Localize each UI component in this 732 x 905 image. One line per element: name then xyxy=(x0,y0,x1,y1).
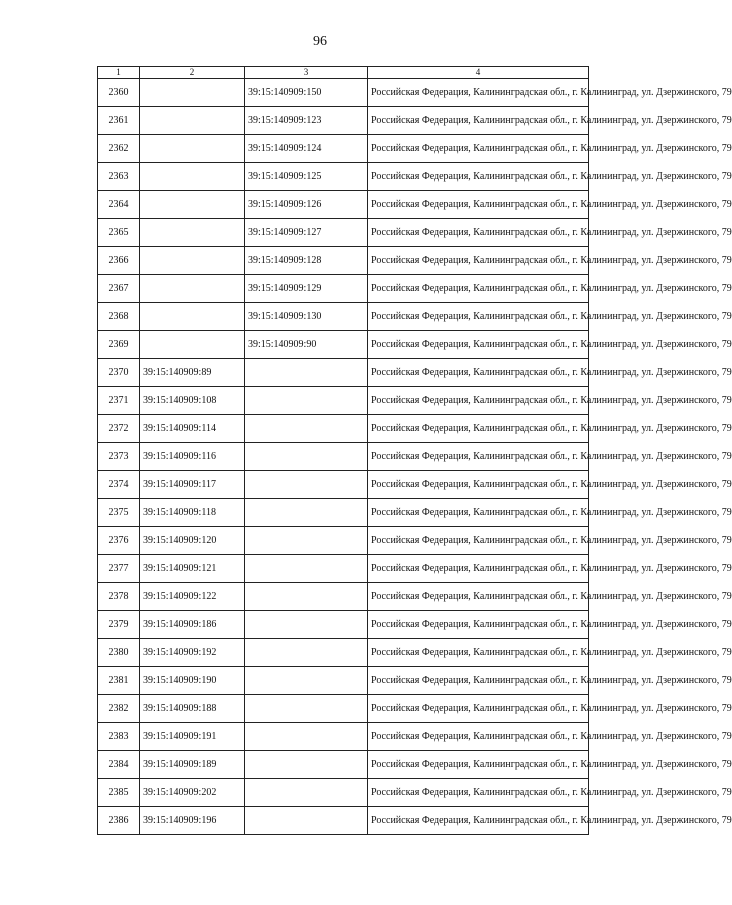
cadastral-number-alt-cell: 39:15:140909:129 xyxy=(245,275,368,303)
registry-table xyxy=(97,66,732,835)
cadastral-number-cell: 39:15:140909:89 xyxy=(140,359,245,387)
cadastral-number-alt-cell xyxy=(245,471,368,499)
row-number-cell: 2360 xyxy=(98,79,140,107)
table-row xyxy=(98,639,589,667)
row-number-cell: 2363 xyxy=(98,163,140,191)
table-row xyxy=(98,555,589,583)
page-number: 96 xyxy=(313,34,327,49)
row-number-cell: 2367 xyxy=(98,275,140,303)
table-row xyxy=(98,163,589,191)
address-cell: Российская Федерация, Калининградская обл., г. Калининград, ул. Дзержинского, 79 xyxy=(368,163,589,191)
cadastral-number-cell: 39:15:140909:122 xyxy=(140,583,245,611)
column-header-4: 4 xyxy=(368,67,589,79)
cadastral-number-alt-cell: 39:15:140909:150 xyxy=(245,79,368,107)
cadastral-number-alt-cell xyxy=(245,779,368,807)
row-number-cell: 2361 xyxy=(98,107,140,135)
row-number-cell: 2362 xyxy=(98,135,140,163)
table-row xyxy=(98,779,589,807)
row-number-cell: 2377 xyxy=(98,555,140,583)
row-number-cell: 2372 xyxy=(98,415,140,443)
cadastral-number-cell xyxy=(140,331,245,359)
address-cell: Российская Федерация, Калининградская обл., г. Калининград, ул. Дзержинского, 79 xyxy=(368,443,589,471)
column-header-2: 2 xyxy=(140,67,245,79)
table-row xyxy=(98,331,589,359)
cadastral-number-alt-cell: 39:15:140909:124 xyxy=(245,135,368,163)
table-row xyxy=(98,303,589,331)
address-cell: Российская Федерация, Калининградская обл., г. Калининград, ул. Дзержинского, 79 xyxy=(368,359,589,387)
row-number-cell: 2369 xyxy=(98,331,140,359)
cadastral-number-cell: 39:15:140909:202 xyxy=(140,779,245,807)
address-cell: Российская Федерация, Калининградская обл., г. Калининград, ул. Дзержинского, 79 xyxy=(368,303,589,331)
table-row xyxy=(98,723,589,751)
cadastral-number-cell: 39:15:140909:188 xyxy=(140,695,245,723)
column-header-3: 3 xyxy=(245,67,368,79)
address-cell: Российская Федерация, Калининградская обл., г. Калининград, ул. Дзержинского, 79 xyxy=(368,219,589,247)
table-row xyxy=(98,499,589,527)
table-row xyxy=(98,611,589,639)
cadastral-number-alt-cell xyxy=(245,527,368,555)
cadastral-number-cell: 39:15:140909:116 xyxy=(140,443,245,471)
cadastral-number-alt-cell xyxy=(245,723,368,751)
address-cell: Российская Федерация, Калининградская обл., г. Калининград, ул. Дзержинского, 79 xyxy=(368,807,589,835)
cadastral-number-cell: 39:15:140909:108 xyxy=(140,387,245,415)
cadastral-number-alt-cell xyxy=(245,387,368,415)
address-cell: Российская Федерация, Калининградская обл., г. Калининград, ул. Дзержинского, 79 xyxy=(368,555,589,583)
cadastral-number-alt-cell xyxy=(245,751,368,779)
address-cell: Российская Федерация, Калининградская обл., г. Калининград, ул. Дзержинского, 79 xyxy=(368,695,589,723)
table-row xyxy=(98,583,589,611)
column-header-1: 1 xyxy=(98,67,140,79)
address-cell: Российская Федерация, Калининградская обл., г. Калининград, ул. Дзержинского, 79 xyxy=(368,471,589,499)
cadastral-number-cell xyxy=(140,303,245,331)
address-cell: Российская Федерация, Калининградская обл., г. Калининград, ул. Дзержинского, 79 xyxy=(368,107,589,135)
row-number-cell: 2384 xyxy=(98,751,140,779)
row-number-cell: 2366 xyxy=(98,247,140,275)
row-number-cell: 2368 xyxy=(98,303,140,331)
row-number-cell: 2370 xyxy=(98,359,140,387)
row-number-cell: 2365 xyxy=(98,219,140,247)
cadastral-number-cell xyxy=(140,163,245,191)
cadastral-number-alt-cell: 39:15:140909:90 xyxy=(245,331,368,359)
address-cell: Российская Федерация, Калининградская обл., г. Калининград, ул. Дзержинского, 79 xyxy=(368,667,589,695)
address-cell: Российская Федерация, Калининградская обл., г. Калининград, ул. Дзержинского, 79 xyxy=(368,751,589,779)
table-row xyxy=(98,275,589,303)
cadastral-number-cell: 39:15:140909:186 xyxy=(140,611,245,639)
cadastral-number-cell xyxy=(140,135,245,163)
cadastral-number-alt-cell xyxy=(245,807,368,835)
table-row xyxy=(98,79,589,107)
table-row xyxy=(98,807,589,835)
table-header-row xyxy=(98,67,589,79)
row-number-cell: 2376 xyxy=(98,527,140,555)
table-row xyxy=(98,415,589,443)
table-row xyxy=(98,387,589,415)
table-row xyxy=(98,191,589,219)
cadastral-number-alt-cell xyxy=(245,583,368,611)
row-number-cell: 2383 xyxy=(98,723,140,751)
table-body xyxy=(98,79,732,835)
address-cell: Российская Федерация, Калининградская обл., г. Калининград, ул. Дзержинского, 79 xyxy=(368,639,589,667)
cadastral-number-alt-cell xyxy=(245,667,368,695)
table-row xyxy=(98,751,589,779)
address-cell: Российская Федерация, Калининградская обл., г. Калининград, ул. Дзержинского, 79 xyxy=(368,527,589,555)
cadastral-number-alt-cell xyxy=(245,695,368,723)
table-row xyxy=(98,135,589,163)
row-number-cell: 2373 xyxy=(98,443,140,471)
cadastral-number-alt-cell: 39:15:140909:128 xyxy=(245,247,368,275)
cadastral-number-cell: 39:15:140909:189 xyxy=(140,751,245,779)
table-row xyxy=(98,219,589,247)
cadastral-number-alt-cell xyxy=(245,415,368,443)
row-number-cell: 2385 xyxy=(98,779,140,807)
address-cell: Российская Федерация, Калининградская обл., г. Калининград, ул. Дзержинского, 79 xyxy=(368,79,589,107)
cadastral-number-cell xyxy=(140,247,245,275)
cadastral-number-alt-cell: 39:15:140909:127 xyxy=(245,219,368,247)
table-row xyxy=(98,359,589,387)
address-cell: Российская Федерация, Калининградская обл., г. Калининград, ул. Дзержинского, 79 xyxy=(368,135,589,163)
address-cell: Российская Федерация, Калининградская обл., г. Калининград, ул. Дзержинского, 79 xyxy=(368,723,589,751)
cadastral-number-alt-cell xyxy=(245,611,368,639)
cadastral-number-alt-cell: 39:15:140909:125 xyxy=(245,163,368,191)
address-cell: Российская Федерация, Калининградская обл., г. Калининград, ул. Дзержинского, 79 xyxy=(368,191,589,219)
address-cell: Российская Федерация, Калининградская обл., г. Калининград, ул. Дзержинского, 79 xyxy=(368,247,589,275)
cadastral-number-cell: 39:15:140909:191 xyxy=(140,723,245,751)
cadastral-number-alt-cell xyxy=(245,555,368,583)
cadastral-number-cell: 39:15:140909:120 xyxy=(140,527,245,555)
table-row xyxy=(98,471,589,499)
row-number-cell: 2386 xyxy=(98,807,140,835)
address-cell: Российская Федерация, Калининградская обл., г. Калининград, ул. Дзержинского, 79 xyxy=(368,387,589,415)
row-number-cell: 2374 xyxy=(98,471,140,499)
cadastral-number-alt-cell: 39:15:140909:126 xyxy=(245,191,368,219)
address-cell: Российская Федерация, Калининградская обл., г. Калининград, ул. Дзержинского, 79 xyxy=(368,331,589,359)
cadastral-number-cell xyxy=(140,191,245,219)
row-number-cell: 2380 xyxy=(98,639,140,667)
cadastral-number-cell: 39:15:140909:118 xyxy=(140,499,245,527)
address-cell: Российская Федерация, Калининградская обл., г. Калининград, ул. Дзержинского, 79 xyxy=(368,499,589,527)
row-number-cell: 2379 xyxy=(98,611,140,639)
cadastral-number-alt-cell xyxy=(245,443,368,471)
cadastral-number-alt-cell xyxy=(245,499,368,527)
cadastral-number-cell xyxy=(140,219,245,247)
row-number-cell: 2371 xyxy=(98,387,140,415)
row-number-cell: 2364 xyxy=(98,191,140,219)
table-row xyxy=(98,107,589,135)
address-cell: Российская Федерация, Калининградская обл., г. Калининград, ул. Дзержинского, 79 xyxy=(368,611,589,639)
address-cell: Российская Федерация, Калининградская обл., г. Калининград, ул. Дзержинского, 79 xyxy=(368,275,589,303)
table-row xyxy=(98,667,589,695)
cadastral-number-alt-cell xyxy=(245,639,368,667)
row-number-cell: 2375 xyxy=(98,499,140,527)
cadastral-number-cell: 39:15:140909:114 xyxy=(140,415,245,443)
cadastral-number-cell: 39:15:140909:117 xyxy=(140,471,245,499)
cadastral-number-cell: 39:15:140909:190 xyxy=(140,667,245,695)
cadastral-number-alt-cell: 39:15:140909:123 xyxy=(245,107,368,135)
table-row xyxy=(98,247,589,275)
cadastral-number-cell xyxy=(140,275,245,303)
cadastral-number-cell xyxy=(140,79,245,107)
cadastral-number-cell: 39:15:140909:196 xyxy=(140,807,245,835)
cadastral-number-cell: 39:15:140909:192 xyxy=(140,639,245,667)
row-number-cell: 2382 xyxy=(98,695,140,723)
cadastral-number-alt-cell: 39:15:140909:130 xyxy=(245,303,368,331)
cadastral-number-alt-cell xyxy=(245,359,368,387)
address-cell: Российская Федерация, Калининградская обл., г. Калининград, ул. Дзержинского, 79 xyxy=(368,415,589,443)
table-row xyxy=(98,443,589,471)
table-row xyxy=(98,695,589,723)
cadastral-number-cell xyxy=(140,107,245,135)
table-row xyxy=(98,527,589,555)
row-number-cell: 2381 xyxy=(98,667,140,695)
cadastral-number-cell: 39:15:140909:121 xyxy=(140,555,245,583)
address-cell: Российская Федерация, Калининградская обл., г. Калининград, ул. Дзержинского, 79 xyxy=(368,583,589,611)
row-number-cell: 2378 xyxy=(98,583,140,611)
address-cell: Российская Федерация, Калининградская обл., г. Калининград, ул. Дзержинского, 79 xyxy=(368,779,589,807)
